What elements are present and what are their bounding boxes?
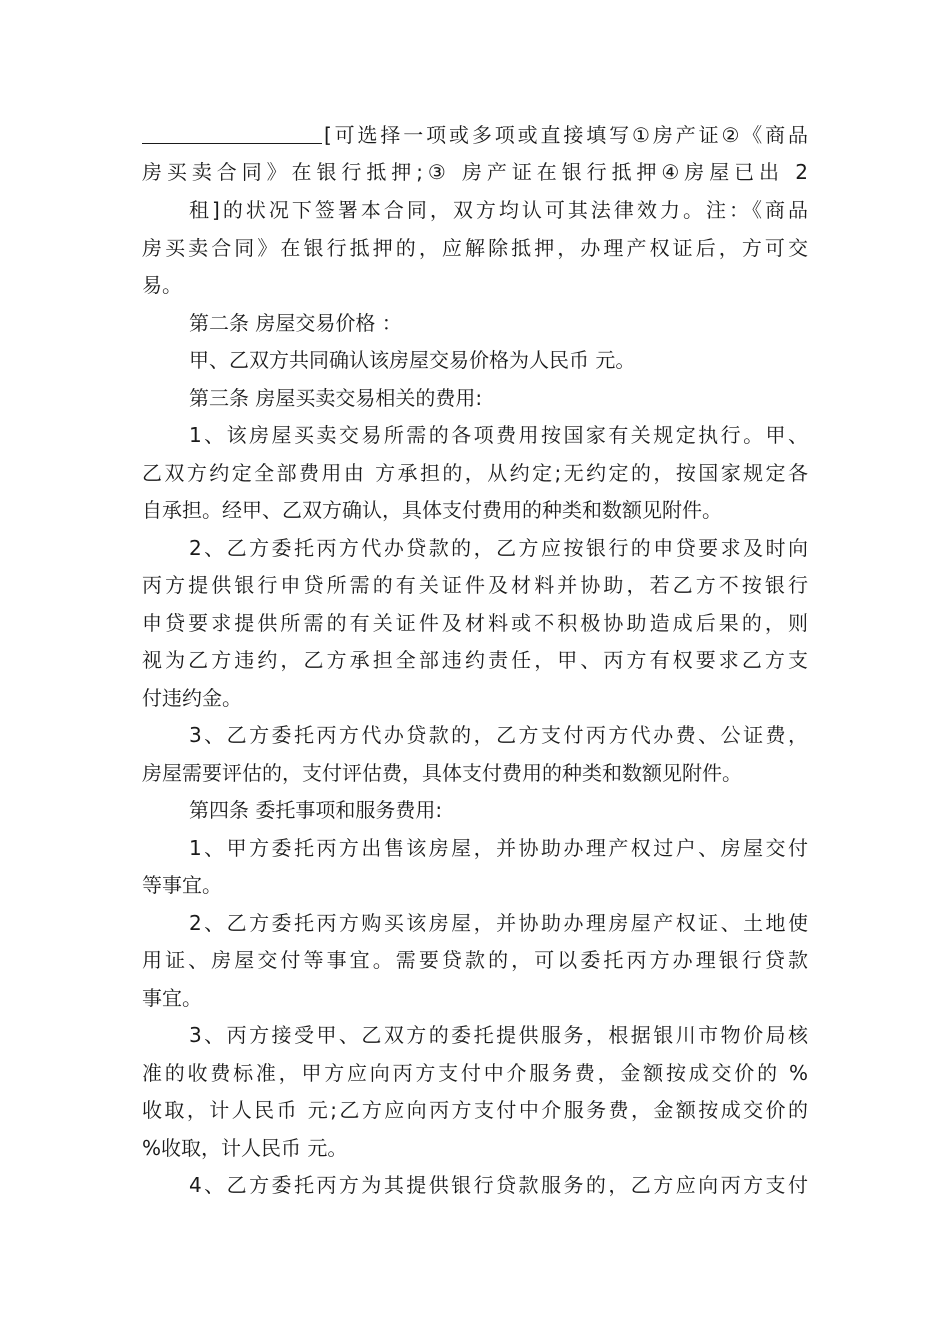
- text-line: 视为乙方违约，乙方承担全部违约责任，甲、丙方有权要求乙方支: [142, 648, 808, 672]
- section-heading: 第三条 房屋买卖交易相关的费用:: [189, 386, 483, 410]
- text-line: 用证、房屋交付等事宜。需要贷款的，可以委托丙方办理银行贷款: [142, 948, 808, 972]
- text-line: 3、丙方接受甲、乙双方的委托提供服务，根据银川市物价局核: [189, 1023, 808, 1047]
- text-line: [可选择一项或多项或直接填写①房产证②《商品: [142, 120, 808, 150]
- text-line: 2、乙方委托丙方代办贷款的，乙方应按银行的申贷要求及时向: [189, 536, 808, 560]
- text-line: 房买卖合同》在银行抵押;③ 房产证在银行抵押④房屋已出 2: [142, 160, 808, 184]
- text-line: 收取，计人民币 元;乙方应向丙方支付中介服务费，金额按成交价的: [142, 1098, 808, 1122]
- text-line: 申贷要求提供所需的有关证件及材料或不积极协助造成后果的，则: [142, 611, 808, 635]
- text-line: 房买卖合同》在银行抵押的，应解除抵押，办理产权证后，方可交: [142, 236, 808, 260]
- text-line: %收取，计人民币 元。: [142, 1136, 348, 1160]
- text-line: 准的收费标准，甲方应向丙方支付中介服务费，金额按成交价的 %: [142, 1061, 808, 1085]
- text-line: 1、该房屋买卖交易所需的各项费用按国家有关规定执行。甲、: [189, 423, 808, 447]
- fill-in-blank: [142, 121, 322, 144]
- text-line: 甲、乙双方共同确认该房屋交易价格为人民币 元。: [189, 348, 636, 372]
- text-line: 事宜。: [142, 986, 202, 1010]
- text-line: 4、乙方委托丙方为其提供银行贷款服务的，乙方应向丙方支付: [189, 1173, 808, 1197]
- section-heading: 第四条 委托事项和服务费用:: [189, 798, 443, 822]
- text-line: 2、乙方委托丙方购买该房屋，并协助办理房屋产权证、土地使: [189, 911, 808, 935]
- text-line: 1、甲方委托丙方出售该房屋，并协助办理产权过户、房屋交付: [189, 836, 808, 860]
- section-heading: 第二条 房屋交易价格 ：: [189, 311, 402, 335]
- text-line: 乙双方约定全部费用由 方承担的，从约定;无约定的，按国家规定各: [142, 461, 808, 485]
- text-line: 自承担。经甲、乙双方确认，具体支付费用的种类和数额见附件。: [142, 498, 722, 522]
- text-line: 3、乙方委托丙方代办贷款的，乙方支付丙方代办费、公证费，: [189, 723, 808, 747]
- text-line: 等事宜。: [142, 873, 222, 897]
- text-line: 租]的状况下签署本合同，双方均认可其法律效力。注：《商品: [189, 198, 808, 222]
- text-line: 丙方提供银行申贷所需的有关证件及材料并协助，若乙方不按银行: [142, 573, 808, 597]
- text-line: 房屋需要评估的，支付评估费，具体支付费用的种类和数额见附件。: [142, 761, 742, 785]
- text-line: 易。: [142, 273, 182, 297]
- text-line: 付违约金。: [142, 686, 242, 710]
